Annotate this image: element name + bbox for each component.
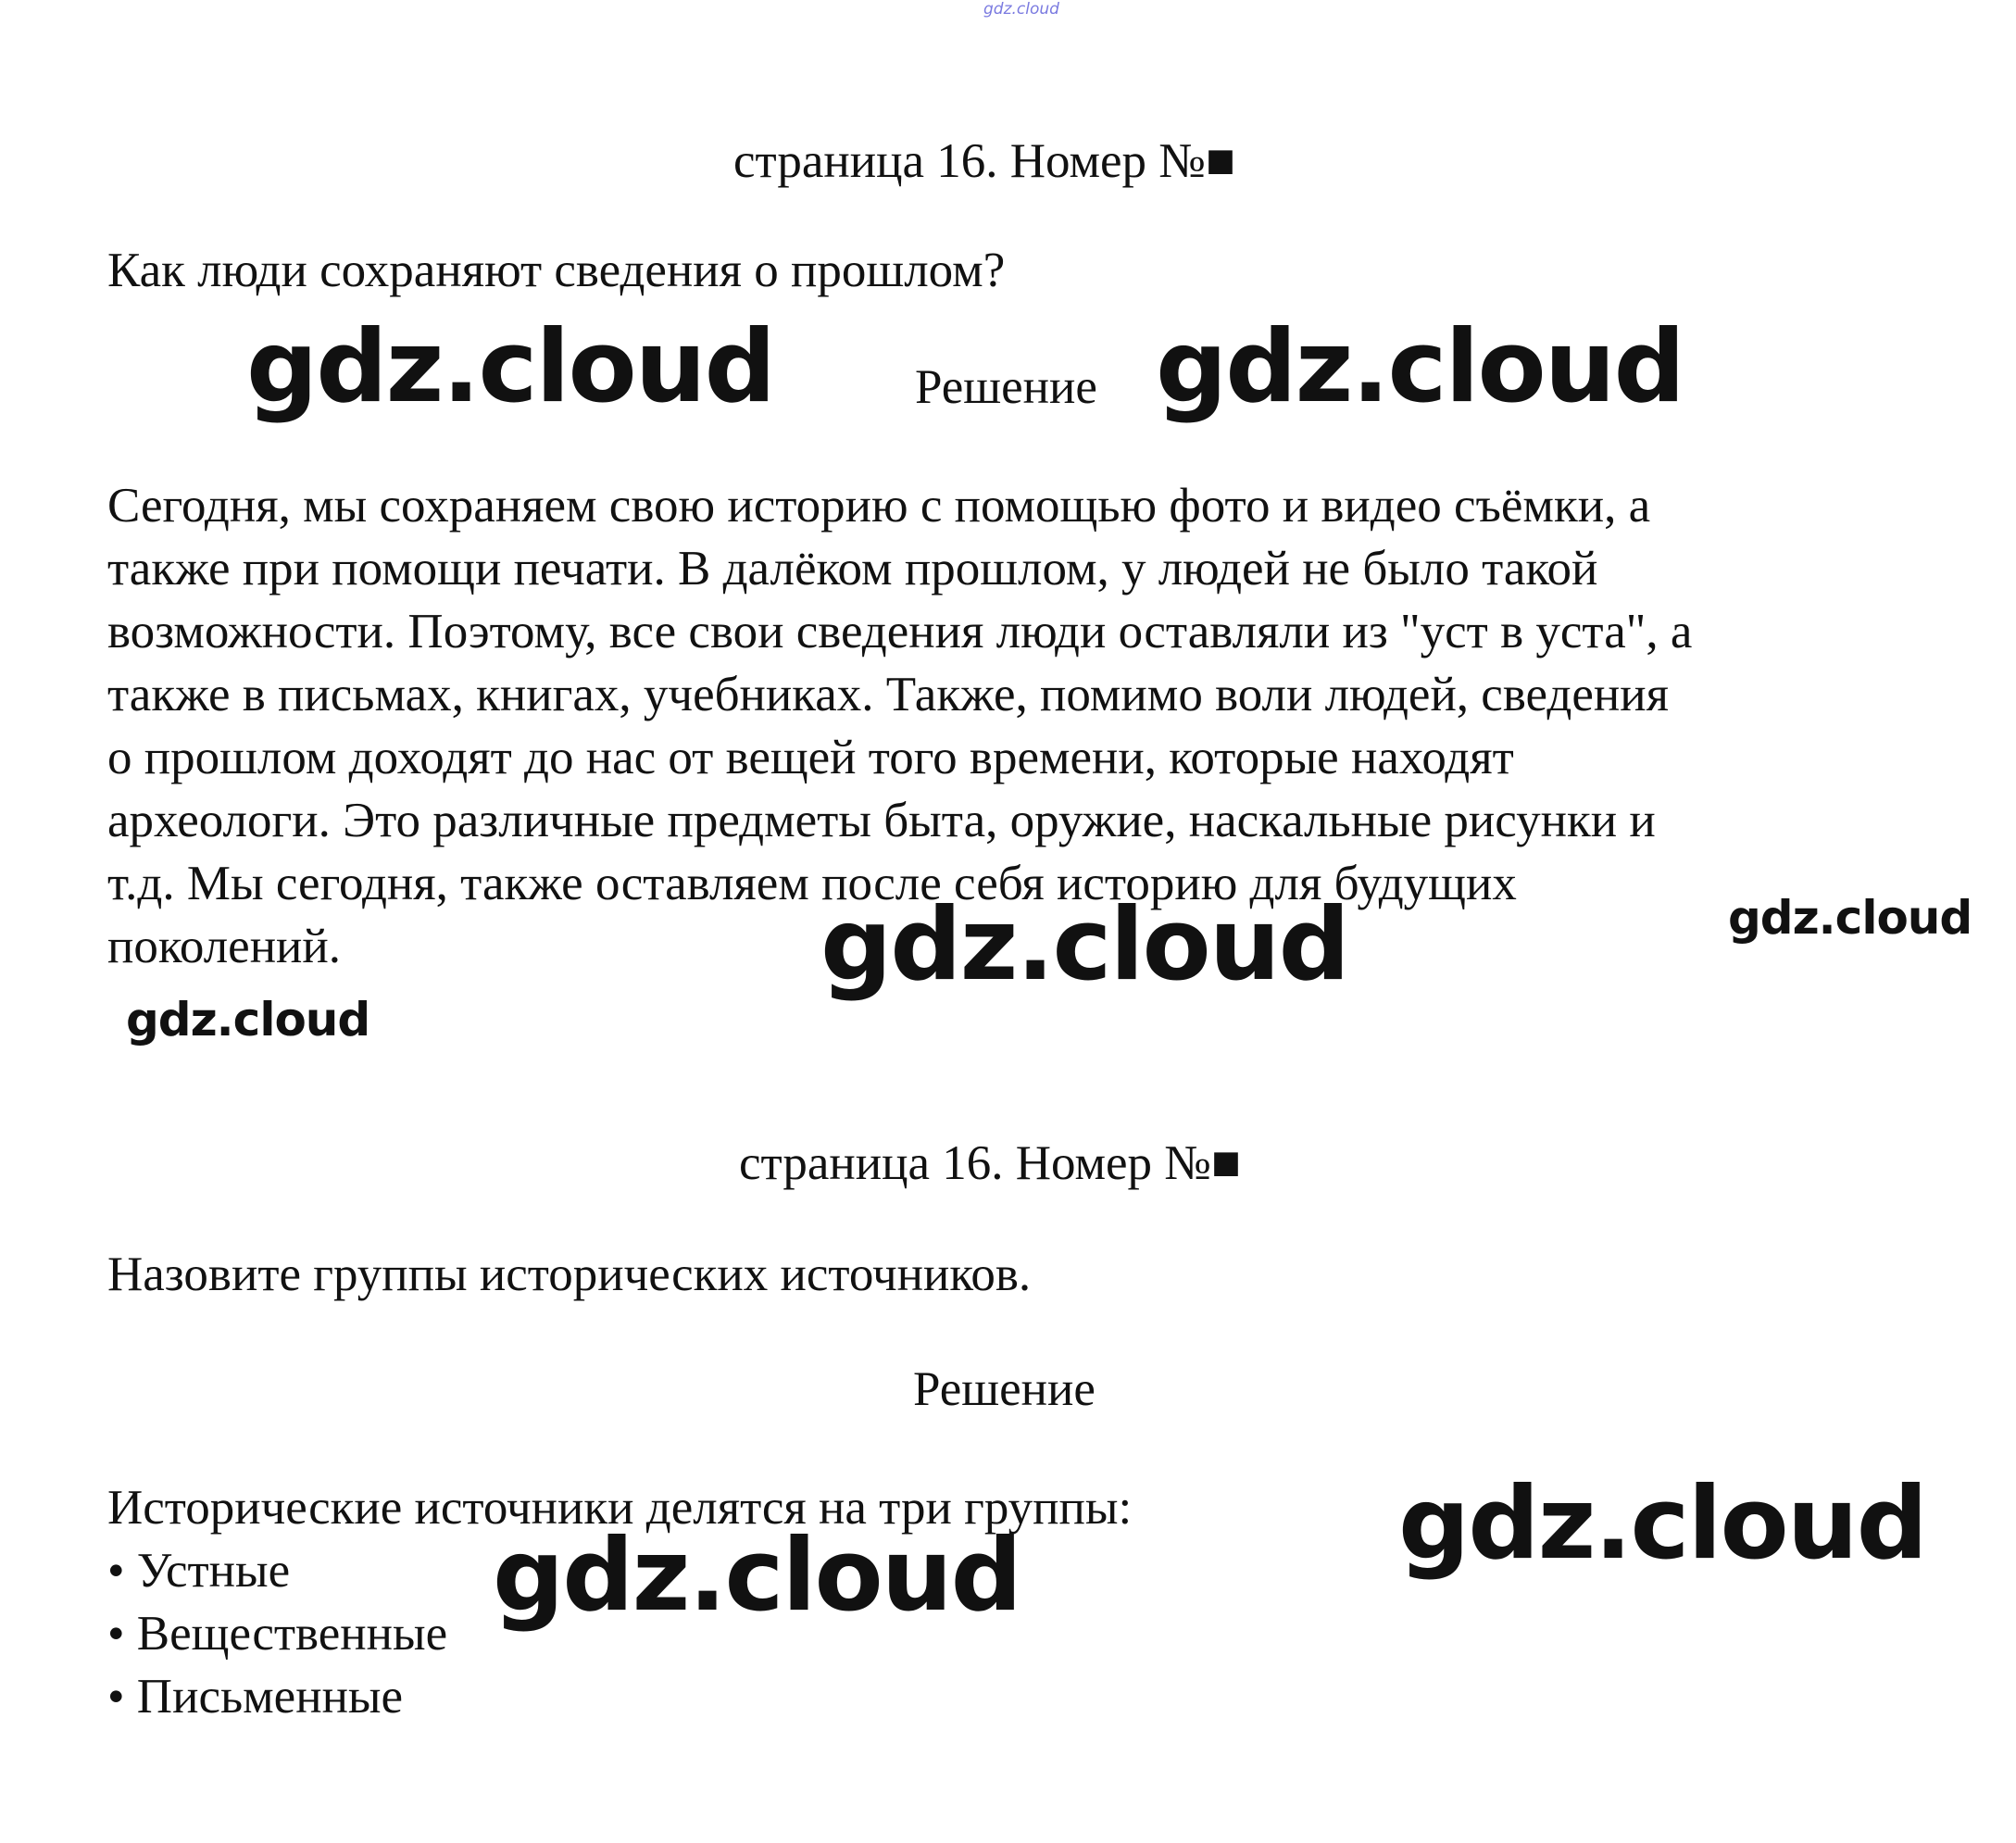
watermark-4: gdz.cloud: [820, 887, 1348, 1003]
watermark-7: gdz.cloud: [493, 1518, 1021, 1634]
watermark-1: gdz.cloud: [246, 309, 774, 425]
watermark-3: gdz.cloud: [1728, 891, 1972, 945]
watermark-6: gdz.cloud: [1398, 1466, 1926, 1582]
answer-line: поколений.: [107, 920, 342, 973]
answer-line: т.д. Мы сегодня, также оставляем после себя историю для будущих: [107, 857, 1517, 910]
answer-line: археологи. Это различные предметы быта, оружие, наскальные рисунки и: [107, 794, 1656, 847]
list-item: • Устные: [107, 1544, 291, 1598]
watermark-5: gdz.cloud: [126, 993, 370, 1047]
answer-line: о прошлом доходят до нас от вещей того времени, которые находят: [107, 731, 1514, 784]
section2-question: Назовите группы исторических источников.: [107, 1247, 1032, 1301]
section2-answer-intro: Исторические источники делятся на три группы:: [107, 1481, 1133, 1535]
answer-line: также в письмах, книгах, учебниках. Также, помимо воли людей, сведения: [107, 668, 1669, 721]
top-watermark: gdz.cloud: [983, 0, 1059, 19]
section2-heading: страница 16. Номер №■: [739, 1136, 1241, 1190]
watermark-2: gdz.cloud: [1156, 309, 1684, 425]
list-item: • Вещественные: [107, 1607, 448, 1661]
section2-solution-label: Решение: [913, 1362, 1096, 1416]
section1-heading: страница 16. Номер №■: [733, 134, 1235, 188]
answer-line: возможности. Поэтому, все свои сведения люди оставляли из "уст в уста", а: [107, 605, 1693, 658]
answer-line: Сегодня, мы сохраняем свою историю с помощью фото и видео съёмки, а: [107, 479, 1651, 533]
section1-question: Как люди сохраняют сведения о прошлом?: [107, 244, 1006, 297]
answer-line: также при помощи печати. В далёком прошлом, у людей не было такой: [107, 542, 1598, 596]
section1-solution-label: Решение: [915, 360, 1097, 414]
list-item: • Письменные: [107, 1670, 404, 1724]
